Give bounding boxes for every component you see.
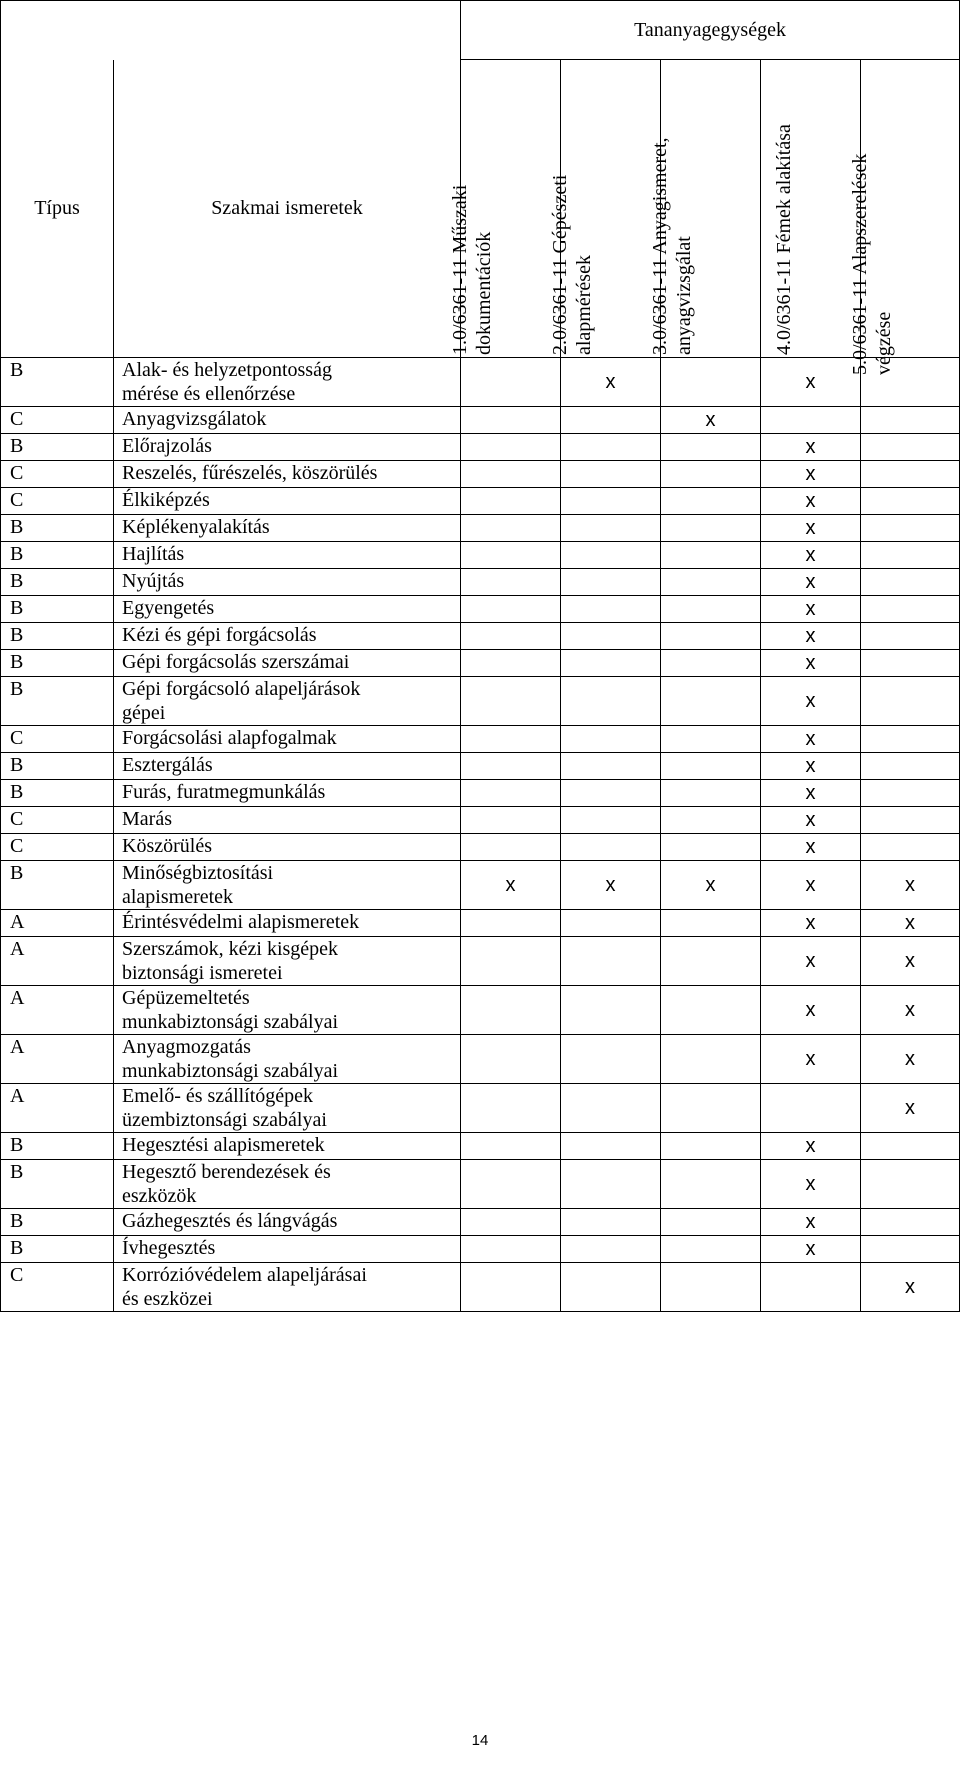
- skill-cell: [114, 910, 461, 937]
- skill-cell: [114, 515, 461, 542]
- type-cell: C: [1, 726, 114, 753]
- unit-5-mark: [861, 753, 960, 780]
- unit-1-mark: [461, 834, 561, 861]
- table-row: [1, 596, 960, 623]
- unit-2-mark: [561, 1035, 661, 1084]
- unit-1-mark: [461, 780, 561, 807]
- unit-2-mark: [561, 807, 661, 834]
- unit-5-mark: [861, 569, 960, 596]
- unit-2-mark: [561, 1263, 661, 1312]
- unit-5-mark: [861, 596, 960, 623]
- unit-5-mark: [861, 1209, 960, 1236]
- unit-4-mark: x: [761, 515, 861, 542]
- table-row: [1, 623, 960, 650]
- skill-line: gépei: [122, 702, 166, 724]
- type-cell: B: [1, 434, 114, 461]
- unit-1-mark: [461, 596, 561, 623]
- unit-4-mark: [761, 407, 861, 434]
- type-cell: C: [1, 407, 114, 434]
- unit-1-mark: [461, 807, 561, 834]
- unit-1-mark: [461, 937, 561, 986]
- type-cell: B: [1, 753, 114, 780]
- unit-1-mark: [461, 1084, 561, 1133]
- skill-line: Egyengetés: [122, 597, 215, 619]
- table-row: [1, 488, 960, 515]
- type-cell: B: [1, 623, 114, 650]
- type-cell: B: [1, 569, 114, 596]
- unit-4-mark: x: [761, 358, 861, 407]
- table-row: [1, 861, 960, 910]
- table-row: [1, 542, 960, 569]
- unit-2-mark: [561, 461, 661, 488]
- skill-line: Kézi és gépi forgácsolás: [122, 624, 317, 646]
- unit-2-mark: [561, 650, 661, 677]
- skill-line: eszközök: [122, 1185, 197, 1207]
- unit-2-mark: x: [561, 358, 661, 407]
- type-cell: B: [1, 358, 114, 407]
- skill-cell: [114, 596, 461, 623]
- unit-4-mark: x: [761, 780, 861, 807]
- unit-1-mark: [461, 623, 561, 650]
- skill-line: Képlékenyalakítás: [122, 516, 270, 538]
- type-cell: C: [1, 488, 114, 515]
- unit-2-mark: [561, 1160, 661, 1209]
- unit-3-mark: [661, 1263, 761, 1312]
- unit-1-mark: [461, 407, 561, 434]
- skill-line: Emelő- és szállítógépek: [122, 1085, 314, 1107]
- unit-4-mark: x: [761, 753, 861, 780]
- unit-4-mark: x: [761, 1160, 861, 1209]
- unit-3-mark: [661, 677, 761, 726]
- skill-cell: [114, 861, 461, 910]
- skill-line: Köszörülés: [122, 835, 212, 857]
- unit-2-mark: [561, 515, 661, 542]
- unit-1-mark: [461, 677, 561, 726]
- unit-3-mark: [661, 807, 761, 834]
- unit-header-2-line-1: 2.0/6361-11 Gépészeti: [549, 174, 571, 355]
- unit-5-mark: [861, 834, 960, 861]
- skill-line: munkabiztonsági szabályai: [122, 1060, 339, 1082]
- skill-line: Alak- és helyzetpontosság: [122, 359, 332, 381]
- type-cell: B: [1, 861, 114, 910]
- skill-line: Reszelés, fűrészelés, köszörülés: [122, 462, 378, 484]
- skill-cell: [114, 1133, 461, 1160]
- unit-3-mark: [661, 1209, 761, 1236]
- table-row: [1, 1084, 960, 1133]
- unit-1-mark: [461, 488, 561, 515]
- skill-line: munkabiztonsági szabályai: [122, 1011, 339, 1033]
- unit-5-mark: x: [861, 1035, 960, 1084]
- unit-4-mark: x: [761, 650, 861, 677]
- skill-line: és eszközei: [122, 1288, 213, 1310]
- skill-line: Élkiképzés: [122, 489, 210, 511]
- unit-1-mark: [461, 461, 561, 488]
- unit-4-mark: x: [761, 834, 861, 861]
- unit-5-mark: [861, 807, 960, 834]
- unit-2-mark: [561, 623, 661, 650]
- unit-1-mark: [461, 726, 561, 753]
- table-row: [1, 1209, 960, 1236]
- unit-2-mark: [561, 937, 661, 986]
- unit-3-mark: [661, 596, 761, 623]
- unit-4-mark: x: [761, 596, 861, 623]
- unit-4-mark: x: [761, 1236, 861, 1263]
- unit-1-mark: [461, 434, 561, 461]
- type-cell: C: [1, 461, 114, 488]
- type-cell: B: [1, 677, 114, 726]
- type-cell: C: [1, 807, 114, 834]
- table-row: [1, 677, 960, 726]
- unit-4-mark: x: [761, 461, 861, 488]
- skill-cell: [114, 407, 461, 434]
- type-cell: B: [1, 1209, 114, 1236]
- unit-5-mark: x: [861, 910, 960, 937]
- skill-cell: [114, 780, 461, 807]
- unit-3-mark: x: [661, 407, 761, 434]
- type-cell: B: [1, 596, 114, 623]
- skill-cell: [114, 358, 461, 407]
- skill-cell: [114, 937, 461, 986]
- table-row: [1, 726, 960, 753]
- unit-3-mark: [661, 1084, 761, 1133]
- skill-line: Hegesztő berendezések és: [122, 1161, 331, 1183]
- unit-5-mark: [861, 780, 960, 807]
- skill-line: Nyújtás: [122, 570, 185, 592]
- skill-cell: [114, 986, 461, 1035]
- type-cell: B: [1, 650, 114, 677]
- unit-header-1: [449, 60, 561, 358]
- unit-4-mark: x: [761, 910, 861, 937]
- unit-3-mark: [661, 569, 761, 596]
- unit-1-mark: [461, 1209, 561, 1236]
- table-row: [1, 753, 960, 780]
- unit-2-mark: [561, 488, 661, 515]
- unit-2-mark: [561, 780, 661, 807]
- unit-header-2: [549, 60, 661, 358]
- skill-cell: [114, 461, 461, 488]
- type-cell: A: [1, 1084, 114, 1133]
- unit-4-mark: x: [761, 677, 861, 726]
- unit-5-mark: [861, 726, 960, 753]
- table-row: [1, 1035, 960, 1084]
- unit-5-mark: [861, 461, 960, 488]
- unit-3-mark: [661, 753, 761, 780]
- skill-line: Esztergálás: [122, 754, 213, 776]
- skill-cell: [114, 726, 461, 753]
- skill-cell: [114, 1035, 461, 1084]
- unit-5-mark: [861, 488, 960, 515]
- unit-2-mark: [561, 986, 661, 1035]
- tipus-header: Típus: [1, 60, 114, 358]
- type-cell: B: [1, 1133, 114, 1160]
- unit-3-mark: [661, 1133, 761, 1160]
- skill-line: Anyagvizsgálatok: [122, 408, 267, 430]
- table-row: [1, 461, 960, 488]
- unit-5-mark: [861, 515, 960, 542]
- unit-5-mark: [861, 542, 960, 569]
- type-cell: B: [1, 542, 114, 569]
- table-row: [1, 407, 960, 434]
- type-cell: B: [1, 1236, 114, 1263]
- skill-cell: [114, 569, 461, 596]
- unit-2-mark: [561, 569, 661, 596]
- unit-4-mark: x: [761, 986, 861, 1035]
- skill-cell: [114, 807, 461, 834]
- table-row: [1, 569, 960, 596]
- unit-4-mark: [761, 1084, 861, 1133]
- unit-1-mark: [461, 1263, 561, 1312]
- unit-4-mark: x: [761, 1133, 861, 1160]
- table-row: [1, 807, 960, 834]
- unit-3-mark: [661, 1236, 761, 1263]
- skill-line: alapismeretek: [122, 886, 234, 908]
- unit-header-1-line-1: 1.0/6361-11 Műszaki: [449, 184, 471, 355]
- unit-header-5-line-1: 5.0/6361-11 Alapszerelések: [849, 153, 871, 375]
- type-cell: A: [1, 1035, 114, 1084]
- unit-2-mark: [561, 542, 661, 569]
- unit-3-mark: [661, 910, 761, 937]
- type-cell: B: [1, 515, 114, 542]
- unit-header-4-line-1: 4.0/6361-11 Fémek alakítása: [773, 124, 795, 355]
- table-row: [1, 434, 960, 461]
- unit-header-4: [761, 60, 861, 358]
- unit-header-5: [849, 60, 960, 375]
- table-row: [1, 358, 960, 407]
- header-blank-cell: [1, 1, 461, 60]
- unit-header-3-line-1: 3.0/6361-11 Anyagismeret,: [649, 137, 671, 355]
- type-cell: A: [1, 986, 114, 1035]
- skill-line: Marás: [122, 808, 172, 830]
- skill-line: Hajlítás: [122, 543, 185, 565]
- unit-5-mark: [861, 407, 960, 434]
- skill-cell: [114, 753, 461, 780]
- skill-cell: [114, 650, 461, 677]
- unit-3-mark: [661, 780, 761, 807]
- unit-4-mark: x: [761, 726, 861, 753]
- unit-1-mark: [461, 1133, 561, 1160]
- unit-5-mark: [861, 1160, 960, 1209]
- unit-3-mark: [661, 434, 761, 461]
- unit-3-mark: [661, 623, 761, 650]
- table-row: [1, 937, 960, 986]
- unit-2-mark: [561, 1133, 661, 1160]
- table-row: [1, 986, 960, 1035]
- skill-cell: [114, 623, 461, 650]
- skill-line: Korrózióvédelem alapeljárásai: [122, 1264, 367, 1286]
- skill-cell: [114, 1160, 461, 1209]
- unit-5-mark: x: [861, 861, 960, 910]
- skill-cell: [114, 1209, 461, 1236]
- unit-3-mark: [661, 542, 761, 569]
- unit-4-mark: x: [761, 542, 861, 569]
- unit-4-mark: x: [761, 807, 861, 834]
- unit-2-mark: [561, 596, 661, 623]
- unit-4-mark: x: [761, 937, 861, 986]
- unit-3-mark: [661, 726, 761, 753]
- type-cell: C: [1, 1263, 114, 1312]
- unit-1-mark: [461, 1160, 561, 1209]
- table-row: [1, 910, 960, 937]
- skill-cell: [114, 834, 461, 861]
- page-number: 14: [471, 1732, 489, 1749]
- unit-2-mark: [561, 434, 661, 461]
- unit-1-mark: [461, 1035, 561, 1084]
- table-row: [1, 515, 960, 542]
- unit-3-mark: [661, 1160, 761, 1209]
- unit-1-mark: [461, 1236, 561, 1263]
- unit-5-mark: [861, 650, 960, 677]
- unit-2-mark: [561, 1236, 661, 1263]
- type-cell: C: [1, 834, 114, 861]
- unit-header-3-line-2: anyagvizsgálat: [673, 236, 695, 355]
- table-row: [1, 1263, 960, 1312]
- type-cell: A: [1, 910, 114, 937]
- unit-5-mark: x: [861, 1263, 960, 1312]
- unit-3-mark: [661, 515, 761, 542]
- skill-cell: [114, 542, 461, 569]
- unit-4-mark: [761, 1263, 861, 1312]
- skill-cell: [114, 434, 461, 461]
- table-row: [1, 1236, 960, 1263]
- table-row: [1, 1133, 960, 1160]
- unit-4-mark: x: [761, 434, 861, 461]
- unit-3-mark: [661, 461, 761, 488]
- unit-header-1-line-2: dokumentációk: [473, 231, 495, 355]
- skill-line: Hegesztési alapismeretek: [122, 1134, 325, 1156]
- skill-line: Ívhegesztés: [122, 1237, 216, 1259]
- skill-line: Gépi forgácsolás szerszámai: [122, 651, 350, 673]
- skill-line: üzembiztonsági szabályai: [122, 1109, 327, 1131]
- unit-4-mark: x: [761, 861, 861, 910]
- unit-1-mark: [461, 358, 561, 407]
- unit-1-mark: x: [461, 861, 561, 910]
- unit-3-mark: [661, 358, 761, 407]
- skill-line: Szerszámok, kézi kisgépek: [122, 938, 339, 960]
- unit-1-mark: [461, 515, 561, 542]
- unit-2-mark: [561, 1209, 661, 1236]
- unit-header-2-line-2: alapmérések: [573, 255, 595, 355]
- unit-1-mark: [461, 650, 561, 677]
- unit-header-5-line-2: végzése: [873, 311, 895, 375]
- unit-1-mark: [461, 542, 561, 569]
- type-cell: A: [1, 937, 114, 986]
- skill-cell: [114, 1236, 461, 1263]
- unit-3-mark: [661, 1035, 761, 1084]
- type-cell: B: [1, 780, 114, 807]
- unit-4-mark: x: [761, 1209, 861, 1236]
- unit-2-mark: [561, 753, 661, 780]
- unit-1-mark: [461, 753, 561, 780]
- table-row: [1, 1160, 960, 1209]
- header-unit-row: [1, 60, 960, 358]
- table-row: [1, 650, 960, 677]
- skill-line: Gépüzemeltetés: [122, 987, 250, 1009]
- skill-line: Gépi forgácsoló alapeljárások: [122, 678, 361, 700]
- table-body: [1, 358, 960, 1312]
- unit-5-mark: [861, 677, 960, 726]
- unit-3-mark: [661, 488, 761, 515]
- unit-5-mark: [861, 623, 960, 650]
- unit-3-mark: [661, 650, 761, 677]
- skill-line: Furás, furatmegmunkálás: [122, 781, 326, 803]
- skill-line: Érintésvédelmi alapismeretek: [122, 911, 360, 933]
- skill-line: Anyagmozgatás: [122, 1036, 251, 1058]
- table-row: [1, 780, 960, 807]
- unit-4-mark: x: [761, 569, 861, 596]
- skill-line: Minőségbiztosítási: [122, 862, 274, 884]
- unit-2-mark: [561, 726, 661, 753]
- unit-5-mark: [861, 1133, 960, 1160]
- table-row: [1, 834, 960, 861]
- unit-2-mark: [561, 1084, 661, 1133]
- skill-header: Szakmai ismeretek: [114, 60, 461, 358]
- skill-cell: [114, 488, 461, 515]
- unit-3-mark: [661, 986, 761, 1035]
- group-title: Tananyagegységek: [461, 1, 960, 60]
- unit-5-mark: [861, 1236, 960, 1263]
- skill-line: biztonsági ismeretei: [122, 962, 283, 984]
- unit-4-mark: x: [761, 1035, 861, 1084]
- unit-2-mark: [561, 834, 661, 861]
- unit-2-mark: [561, 910, 661, 937]
- unit-3-mark: [661, 834, 761, 861]
- unit-3-mark: [661, 937, 761, 986]
- skill-line: Forgácsolási alapfogalmak: [122, 727, 337, 749]
- unit-2-mark: x: [561, 861, 661, 910]
- skill-line: mérése és ellenőrzése: [122, 383, 296, 405]
- unit-4-mark: x: [761, 488, 861, 515]
- skill-cell: [114, 677, 461, 726]
- unit-5-mark: [861, 434, 960, 461]
- unit-5-mark: x: [861, 937, 960, 986]
- unit-2-mark: [561, 407, 661, 434]
- type-cell: B: [1, 1160, 114, 1209]
- unit-header-3: [649, 60, 761, 358]
- unit-5-mark: x: [861, 986, 960, 1035]
- unit-3-mark: x: [661, 861, 761, 910]
- unit-5-mark: x: [861, 1084, 960, 1133]
- unit-1-mark: [461, 569, 561, 596]
- skill-cell: [114, 1084, 461, 1133]
- skill-line: Gázhegesztés és lángvágás: [122, 1210, 338, 1232]
- unit-2-mark: [561, 677, 661, 726]
- skill-cell: [114, 1263, 461, 1312]
- unit-4-mark: x: [761, 623, 861, 650]
- unit-1-mark: [461, 910, 561, 937]
- skill-line: Előrajzolás: [122, 435, 212, 457]
- unit-1-mark: [461, 986, 561, 1035]
